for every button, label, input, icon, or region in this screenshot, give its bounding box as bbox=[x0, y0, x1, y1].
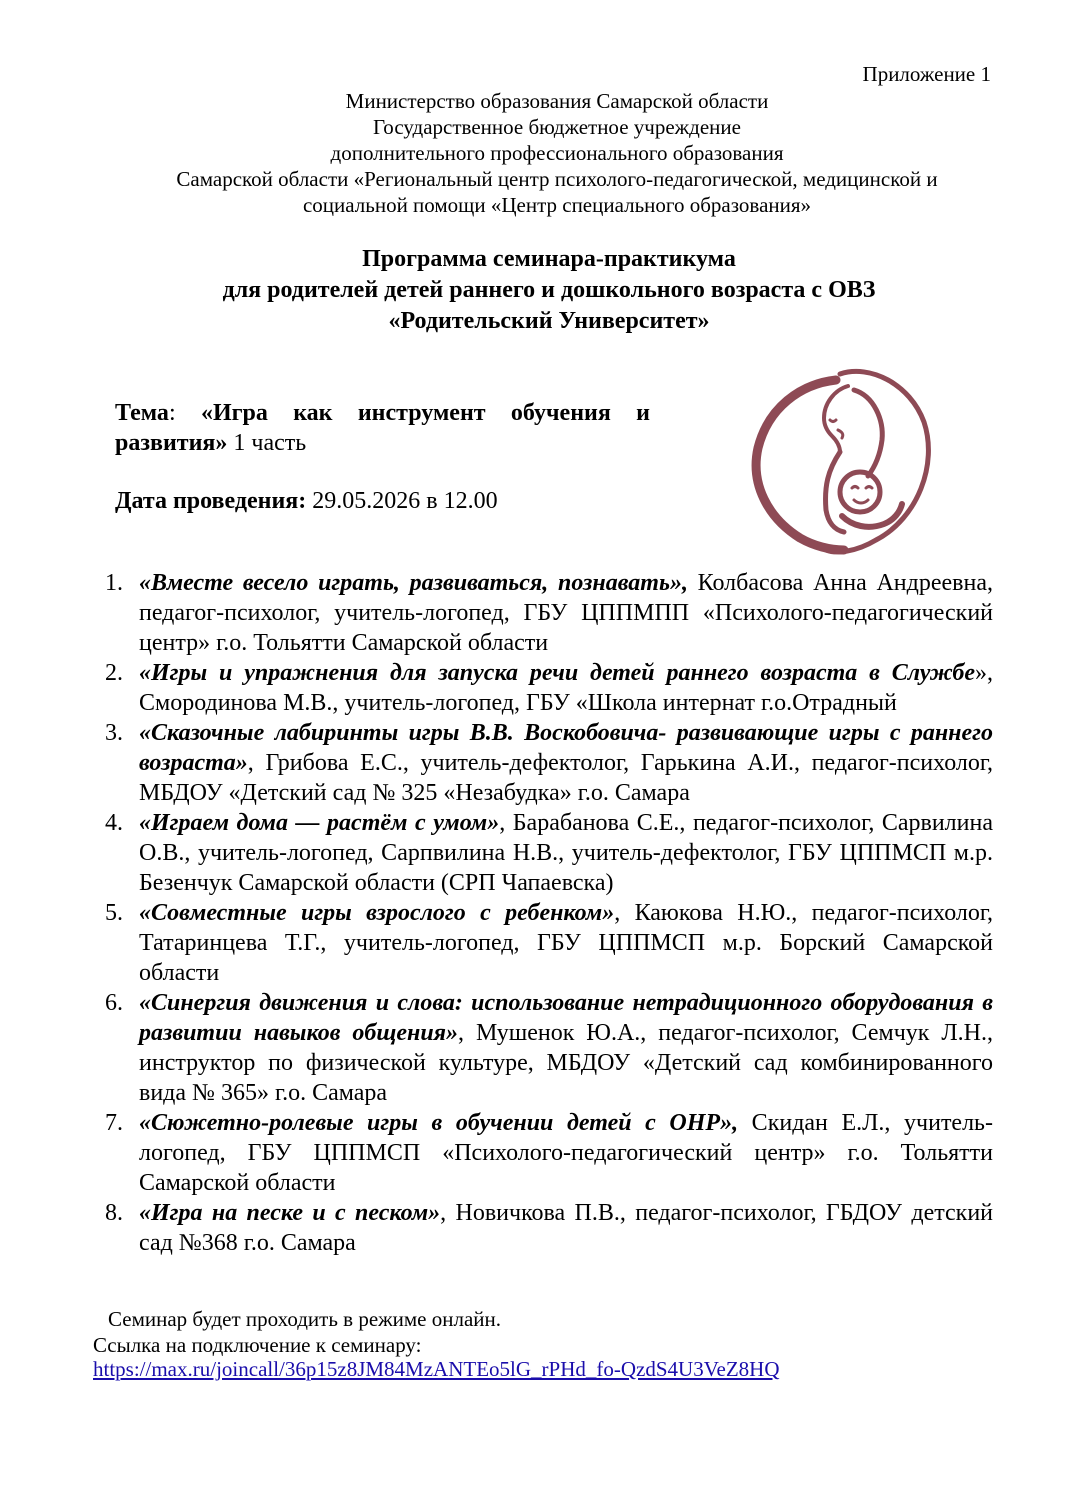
date-label: Дата проведения: bbox=[115, 488, 307, 514]
item-number: 5. bbox=[105, 900, 123, 926]
item-topic: «Вместе весело играть, развиваться, познавать», bbox=[139, 570, 688, 596]
list-item bbox=[100, 808, 993, 898]
item-details: , Новичкова П.В., педагог-психолог, ГБДОУ детский сад №368 г.о. Самара bbox=[139, 1200, 994, 1256]
organization-header bbox=[0, 88, 1086, 218]
org-line: социальной помощи «Центр специального образования» bbox=[302, 193, 812, 217]
org-line: Самарской области «Региональный центр психолого-педагогической, медицинской и bbox=[176, 167, 938, 191]
item-details: Скидан Е.Л., учитель-логопед, ГБУ ЦППМСП «Психолого-педагогический центр» г.о. Тольятти Самарской области bbox=[139, 1110, 993, 1196]
date-value: 29.05.2026 в 12.00 bbox=[306, 488, 498, 514]
list-item bbox=[100, 988, 993, 1108]
item-number: 6. bbox=[105, 990, 123, 1016]
seminar-date bbox=[115, 488, 498, 515]
list-item bbox=[100, 1108, 993, 1198]
appendix-label: Приложение 1 bbox=[862, 62, 991, 86]
item-topic: «Игры и упражнения для запуска речи детей раннего возраста в Службе bbox=[139, 660, 975, 686]
theme-value: «Игра как инструмент обучения и развития» bbox=[115, 400, 650, 456]
item-topic: «Сказочные лабиринты игры В.В. Воскобовича- развивающие игры с раннего возраста» bbox=[139, 720, 993, 776]
online-note: Семинар будет проходить в режиме онлайн. bbox=[108, 1307, 502, 1331]
title-line: для родителей детей раннего и дошкольного возраста с ОВЗ bbox=[222, 277, 876, 303]
title-line: «Родительский Университет» bbox=[388, 308, 710, 334]
item-number: 3. bbox=[105, 720, 123, 746]
org-line: дополнительного профессионального образования bbox=[330, 141, 784, 165]
item-topic: «Игра на песке и с песком» bbox=[139, 1200, 441, 1226]
item-topic: «Играем дома — растём с умом» bbox=[139, 810, 500, 836]
theme-label: Тема bbox=[115, 400, 169, 426]
item-topic: «Сюжетно-ролевые игры в обучении детей с ОНР», bbox=[139, 1110, 739, 1136]
list-item bbox=[100, 658, 993, 718]
programme-list bbox=[100, 568, 993, 1258]
item-details: », Смородинова М.В., учитель-логопед, ГБУ «Школа интернат г.о.Отрадный bbox=[139, 660, 993, 716]
title-line: Программа семинара-практикума bbox=[362, 246, 736, 272]
item-topic: «Синергия движения и слова: использование нетрадиционного оборудования в развитии навыков общения» bbox=[139, 990, 993, 1046]
item-number: 8. bbox=[105, 1200, 123, 1226]
item-number: 7. bbox=[105, 1110, 123, 1136]
org-line: Государственное бюджетное учреждение bbox=[373, 115, 741, 139]
item-number: 4. bbox=[105, 810, 123, 836]
list-item bbox=[100, 1198, 993, 1258]
theme-suffix: 1 часть bbox=[227, 430, 307, 456]
org-line: Министерство образования Самарской области bbox=[345, 89, 769, 113]
theme-colon: : bbox=[168, 400, 201, 426]
list-item bbox=[100, 898, 993, 988]
item-details: , Грибова Е.С., учитель-дефектолог, Гарькина А.И., педагог-психолог, МБДОУ «Детский сад № 325 «Незабудка» г.о. Самара bbox=[139, 750, 993, 806]
item-number: 1. bbox=[105, 570, 123, 596]
seminar-link[interactable]: https://max.ru/joincall/36p15z8JM84MzANTEo5lG_rPHd_fo-QzdS4U3VeZ8HQ bbox=[93, 1357, 780, 1381]
item-details: , Барабанова С.Е., педагог-психолог, Сарвилина О.В., учитель-логопед, Сарпвилина Н.В., учитель-дефектолог, ГБУ ЦППМСП м.р. Безенчук Самарской области (СРП Чапаевска) bbox=[139, 810, 994, 896]
link-label: Ссылка на подключение к семинару: bbox=[93, 1333, 422, 1357]
mother-child-logo-icon bbox=[744, 360, 944, 560]
item-details: Колбасова Анна Андреевна, педагог-психолог, учитель-логопед, ГБУ ЦППМПП «Психолого-педагогический центр» г.о. Тольятти Самарской области bbox=[139, 570, 993, 656]
item-details: , Каюкова Н.Ю., педагог-психолог, Татаринцева Т.Г., учитель-логопед, ГБУ ЦППМСП м.р. Борский Самарской области bbox=[139, 900, 994, 986]
seminar-theme bbox=[115, 398, 650, 458]
item-topic: «Совместные игры взрослого с ребенком» bbox=[139, 900, 615, 926]
item-details: , Мушенок Ю.А., педагог-психолог, Семчук Л.Н., инструктор по физической культуре, МБДОУ «Детский сад комбинированного вида № 365» г.о. Самара bbox=[139, 1020, 993, 1106]
document-title bbox=[0, 244, 1086, 337]
item-number: 2. bbox=[105, 660, 123, 686]
list-item bbox=[100, 718, 993, 808]
list-item bbox=[100, 568, 993, 658]
